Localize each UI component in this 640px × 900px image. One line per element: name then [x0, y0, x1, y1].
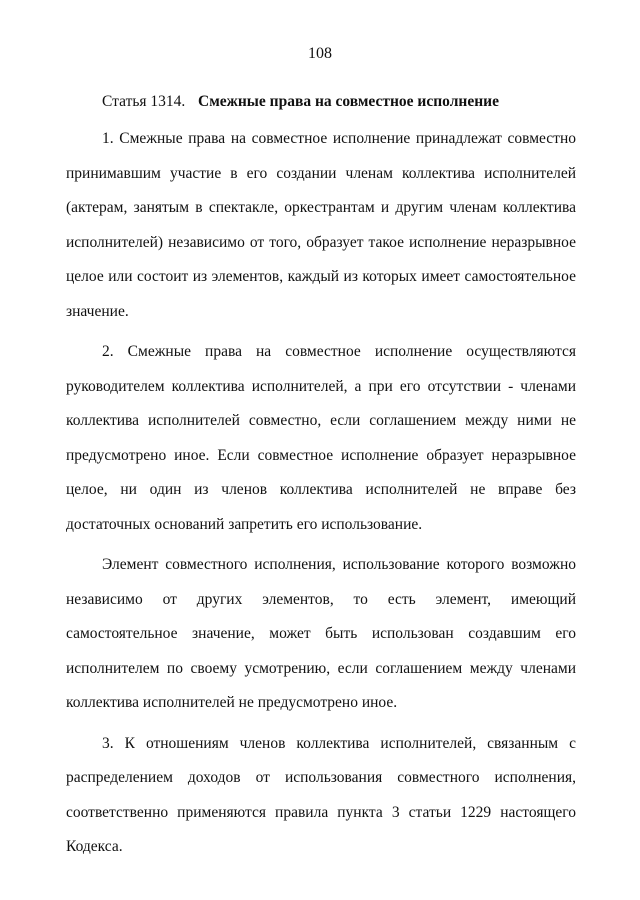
paragraph-3: 3. К отношениям членов коллектива исполнителей, связанным с распределением доходов от использования совместного исполнения, соответственно применяются правила пункта 3 статьи 1229 настоящего Кодекса.	[66, 734, 576, 855]
article-number: Статья 1314.	[102, 93, 186, 110]
paragraph-1: 1. Смежные права на совместное исполнение принадлежат совместно принимавшим участие в его создании членам коллектива исполнителей (актерам, занятым в спектакле, оркестрантам и другим членам коллектива исполнителей) независимо от того, образует такое исполнение неразрывное целое или состоит из элементов, каждый из которых имеет самостоятельное значение.	[66, 130, 576, 320]
paragraph-2-element: Элемент совместного исполнения, использование которого возможно независимо от других элементов, то есть элемент, имеющий самостоятельное значение, может быть использован создавшим его исполнителем по своему усмотрению, если соглашением между членами коллектива исполнителей не предусмотрено иное.	[66, 556, 576, 711]
article-body	[66, 122, 576, 865]
article-title: Смежные права на совместное исполнение	[198, 93, 499, 110]
paragraph-2: 2. Смежные права на совместное исполнение осуществляются руководителем коллектива исполнителей, а при его отсутствии - членами коллектива исполнителей совместно, если соглашением между ними не предусмотрено иное. Если совместное исполнение образует неразрывное целое, ни один из членов коллектива исполнителей не вправе без достаточных оснований запретить его использование.	[66, 343, 576, 533]
page-number: 108	[308, 45, 332, 62]
article-heading	[102, 92, 582, 112]
